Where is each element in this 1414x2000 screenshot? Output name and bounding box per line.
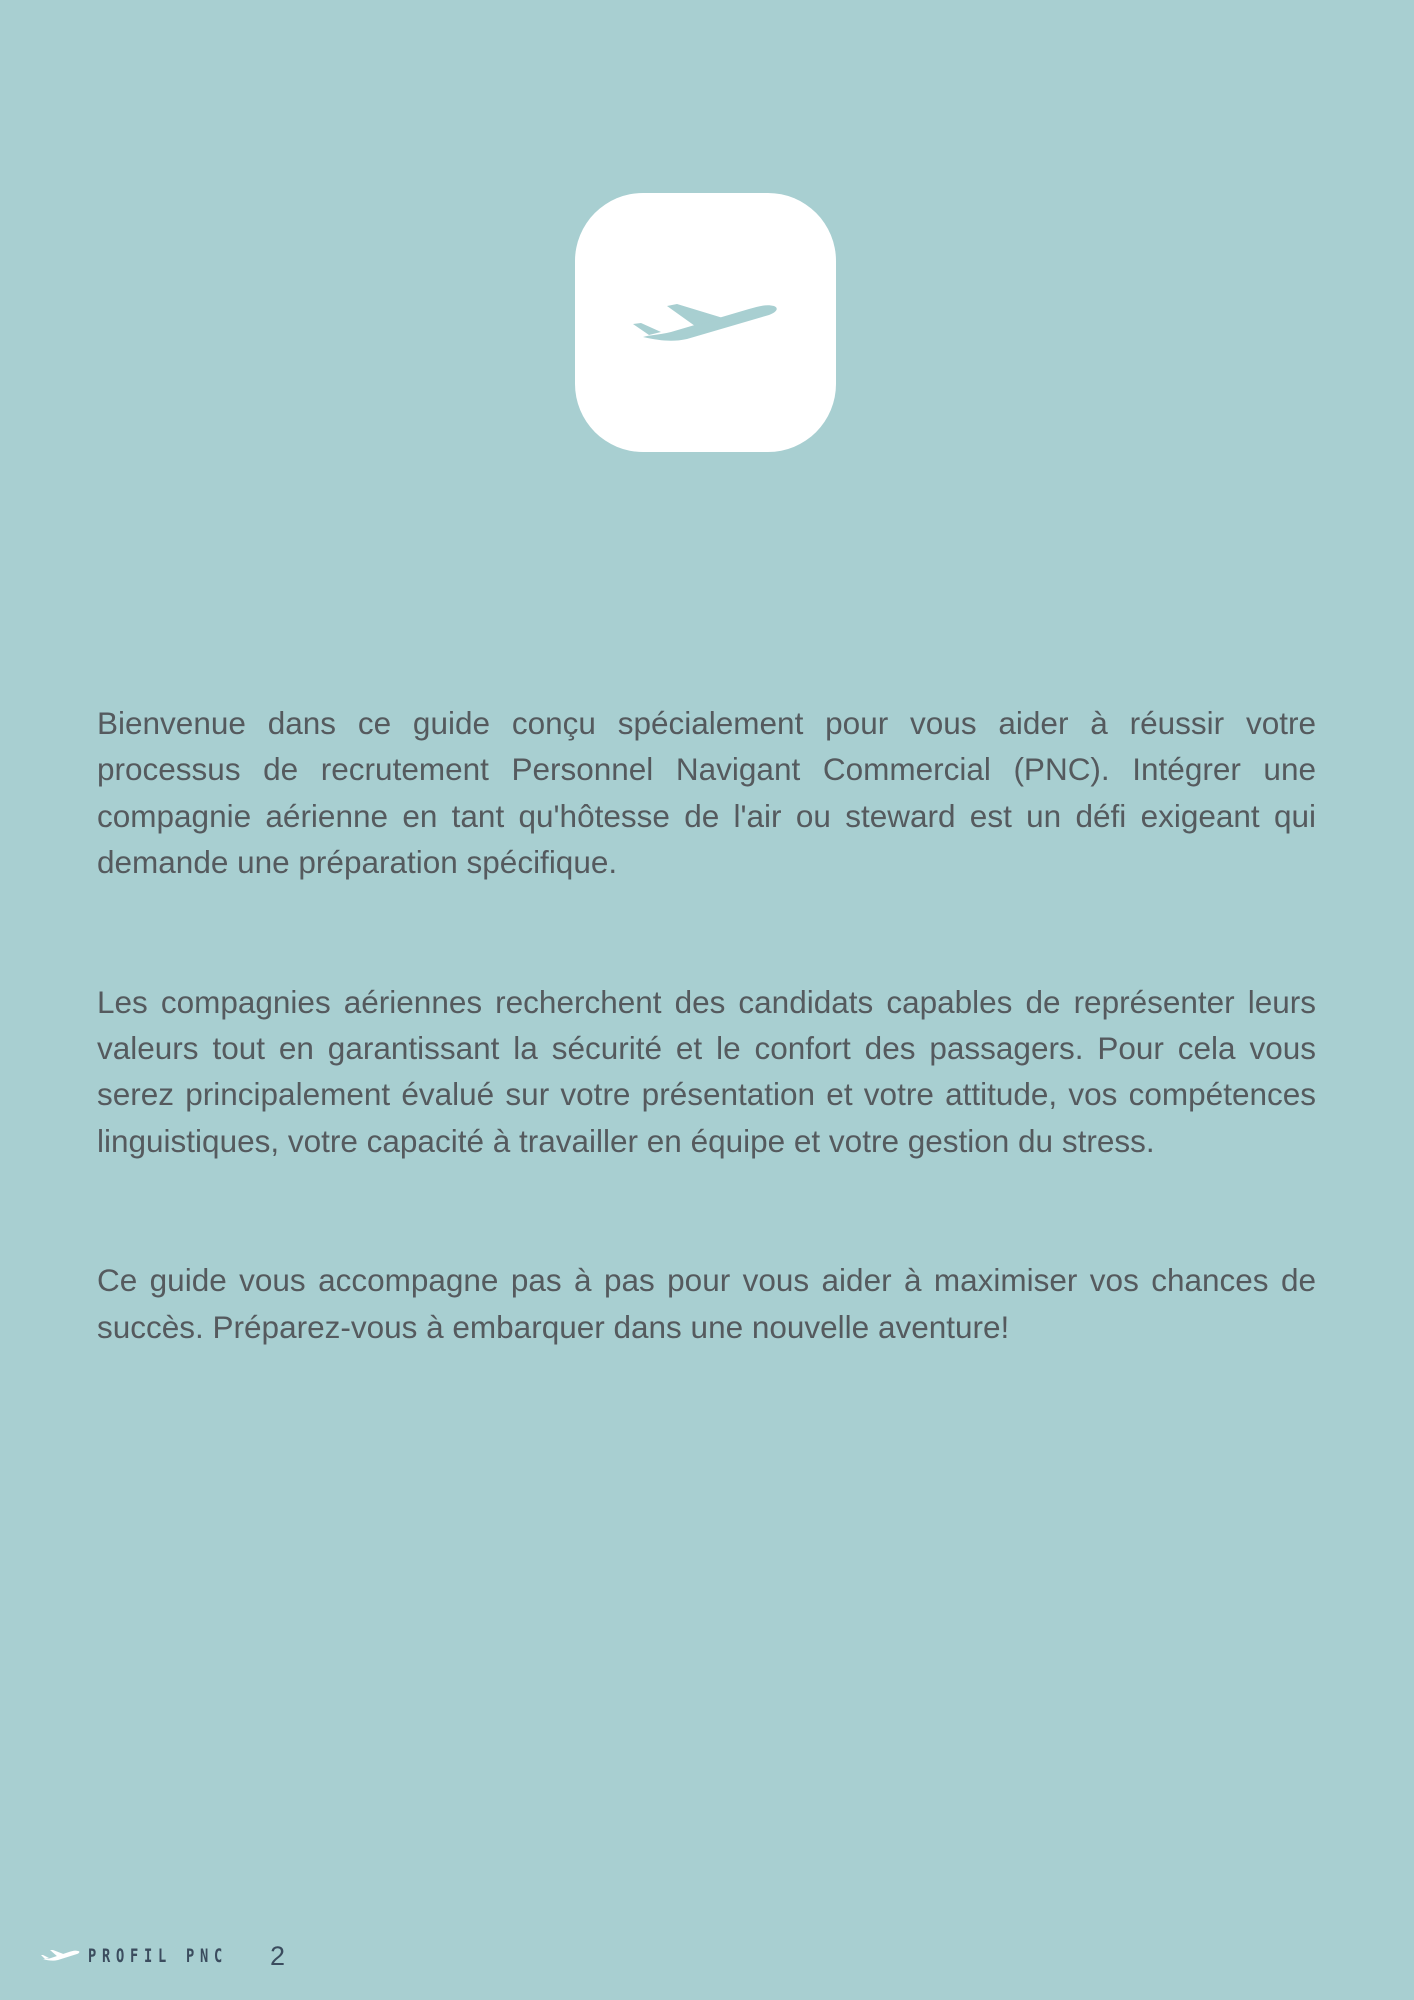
intro-text <box>97 700 1316 1350</box>
logo-card <box>575 193 836 452</box>
brand-name: PROFIL PNC <box>88 1945 228 1967</box>
paragraph-airline-expectations: Les compagnies aériennes recherchent des candidats capables de représenter leurs valeurs tout en garantissant la sécurité et le confort des passagers. Pour cela vous serez principalement évalué sur votre présentation et votre attitude, vos compétences linguistiques, votre capacité à travailler en équipe et votre gestion du stress. <box>97 983 1316 1159</box>
airplane-icon <box>40 1946 80 1966</box>
page-number: 2 <box>270 1941 286 1971</box>
airplane-takeoff-icon <box>631 288 781 358</box>
footer-brand-block <box>40 1936 282 1976</box>
paragraph-welcome: Bienvenue dans ce guide conçu spécialement pour vous aider à réussir votre processus de recrutement Personnel Navigant Commercial (PNC). Intégrer une compagnie aérienne en tant qu'hôtesse de l'air ou steward est un défi exigeant qui demande une préparation spécifique. <box>97 705 1316 881</box>
paragraph-guide-purpose: Ce guide vous accompagne pas à pas pour vous aider à maximiser vos chances de succès. Préparez-vous à embarquer dans une nouvelle aventure! <box>97 1262 1316 1345</box>
